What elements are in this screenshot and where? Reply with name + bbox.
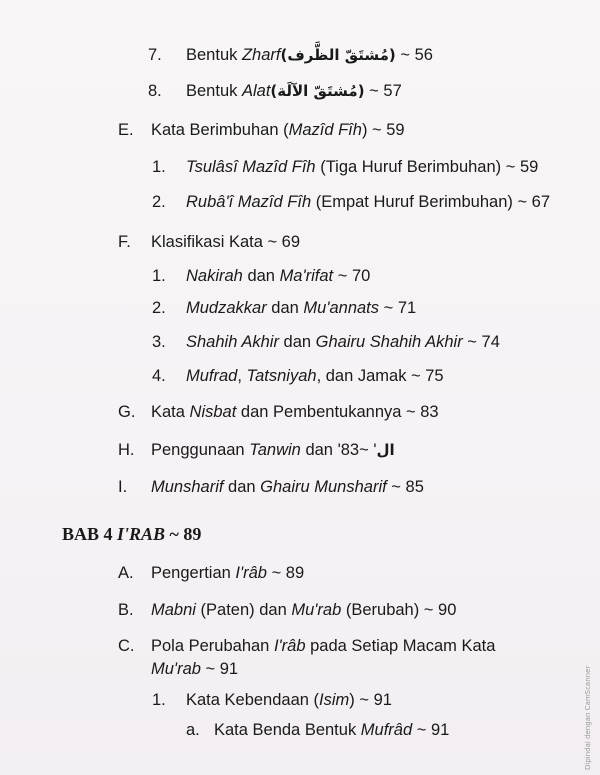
scanner-watermark: Dipindai dengan CamScanner bbox=[584, 665, 592, 770]
chapter-heading-bab-4: BAB 4 I'RAB ~ 89 bbox=[62, 524, 202, 544]
toc-page: 7. Bentuk Zharf(مُشتَقّ الظَّرف) ~ 56 8. Bentuk Alat(مُشتَقّ الآلَة) ~ 57 E. Kata Berimbuhan (Mazîd Fîh) ~ 59 1. Tsulâsî Mazîd Fîh (Tiga Huruf Berimbuhan) ~ 59 2. Rubâ'î Mazîd Fîh (Empat Huruf Berimbuhan) ~ 67 F. Klasifikasi Kata ~ 69 1. Nakirah dan Ma'rifat ~ 70 2. Mudzakkar dan Mu'annats ~ 71 3. Shahih Akhir dan Ghairu Shahih Akhir ~ 74 4. Mufrad, Tatsniyah, dan Jamak ~ 75 G. Kata Nisbat dan Pembentukannya ~ 83 H. Penggunaan Tanwin dan ' ال' ~83 I. Munsharif dan Ghairu Munsharif ~ 85 BAB 4 I'RAB ~ 89 A. Pengertian I'râb ~ 89 B. Mabni (Paten) dan Mu'rab (Berubah) ~ 90 C. Pola Perubahan I'râb pada Setiap Macam Kata Mu'rab ~ 91 1. Kata Kebendaan (Isim) ~ 91 a. Kata Benda Bentuk Mufrâd ~ 91 Dipindai dengan CamScanner bbox=[0, 0, 600, 775]
toc-entry-pola-perubahan-cont: Mu'rab ~ 91 bbox=[151, 660, 239, 678]
